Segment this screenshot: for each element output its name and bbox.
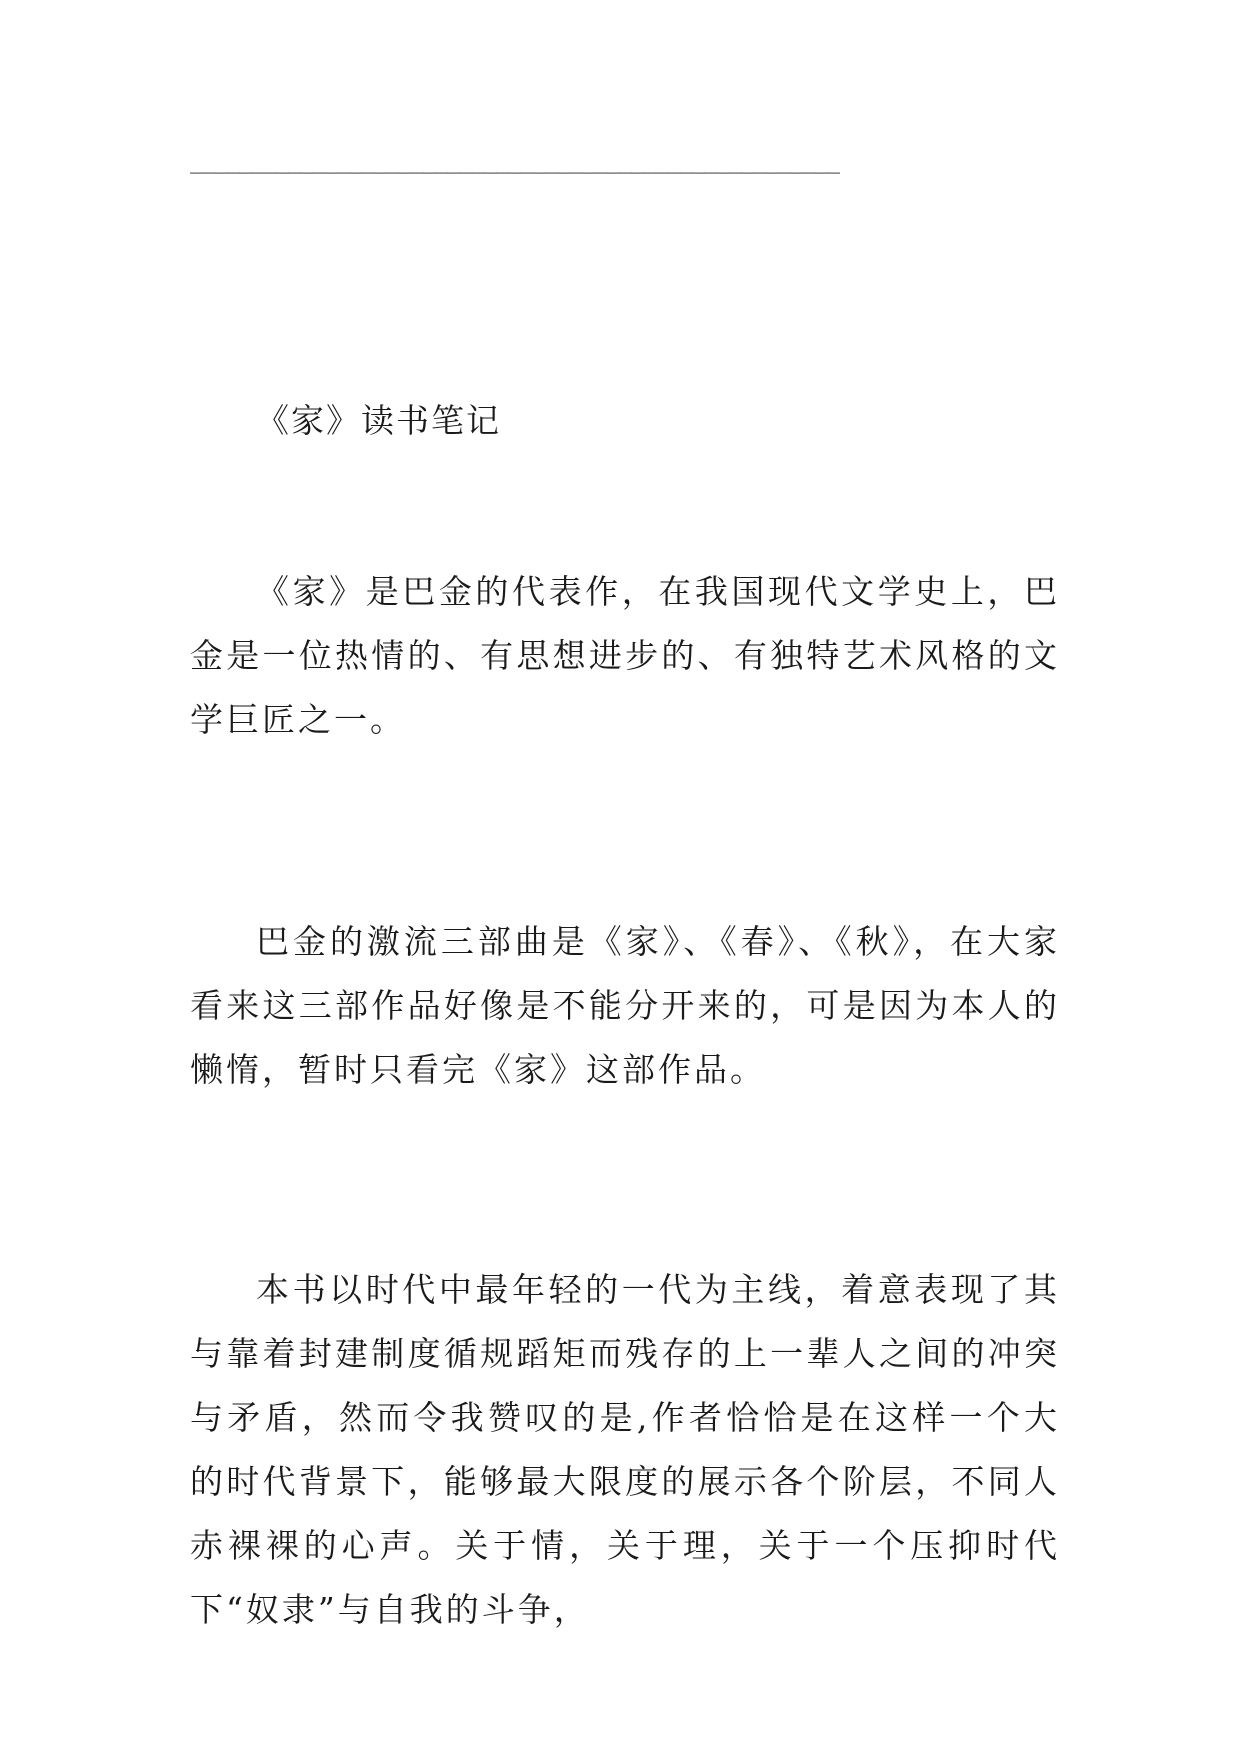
header-rule: _____________________________________________________: [190, 149, 839, 174]
paragraph-trilogy: 巴金的激流三部曲是《家》、《春》、《秋》，在大家看来这三部作品好像是不能分开来的，可是因为本人的懒惰，暂时只看完《家》这部作品。: [190, 922, 1060, 1089]
paragraph-theme: 本书以时代中最年轻的一代为主线，着意表现了其与靠着封建制度循规蹈矩而残存的上一辈人之间的冲突与矛盾，然而令我赞叹的是,作者恰恰是在这样一个大的时代背景下，能够最大限度的展示各个阶层，不同人赤裸裸的心声。关于情，关于理，关于一个压抑时代下“奴隶”与自我的斗争，: [190, 1270, 1060, 1629]
paragraph-intro: 《家》是巴金的代表作，在我国现代文学史上，巴金是一位热情的、有思想进步的、有独特艺术风格的文学巨匠之一。: [190, 572, 1060, 739]
document-title: 《家》读书笔记: [256, 401, 501, 440]
